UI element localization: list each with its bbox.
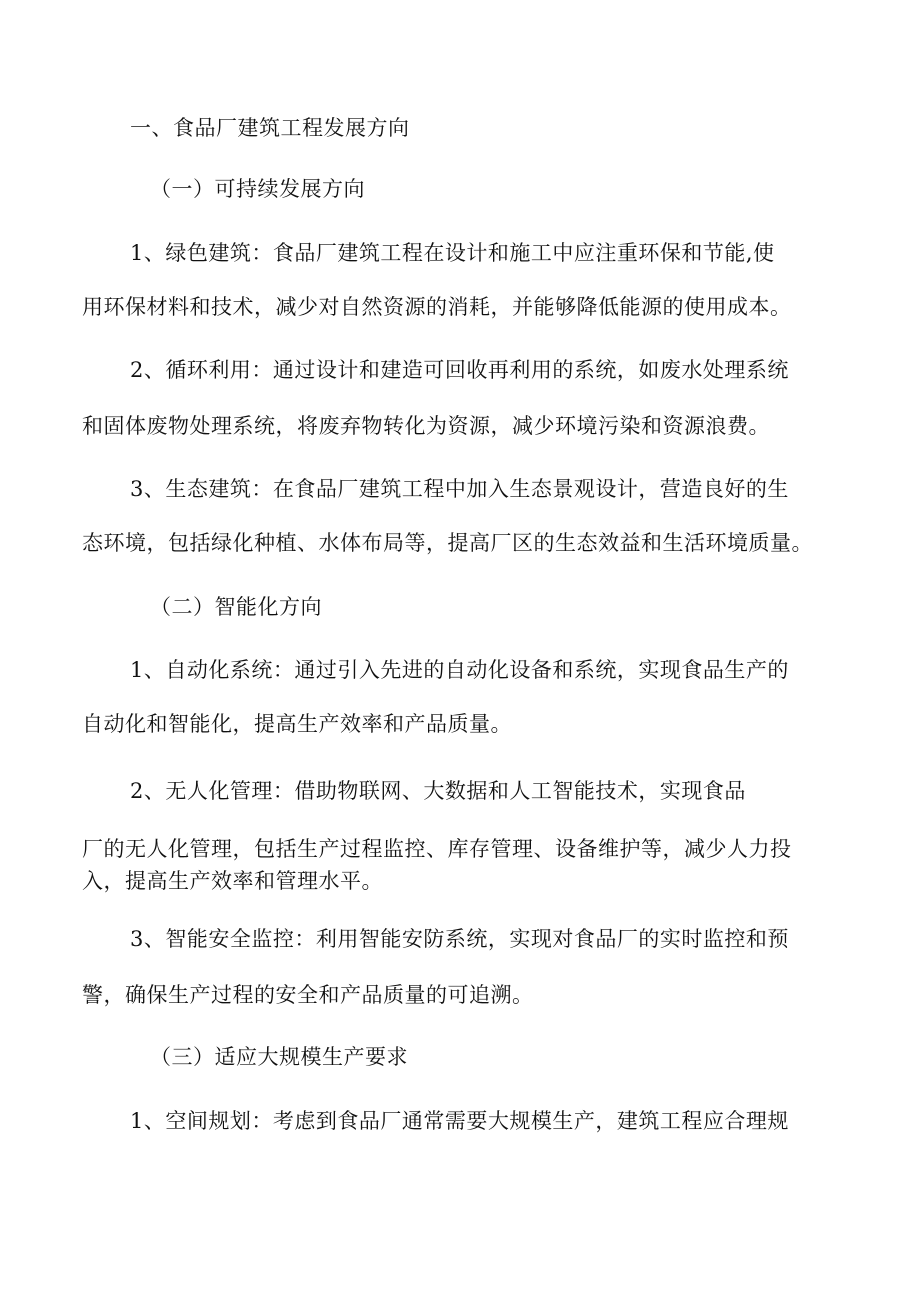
paragraph-recycling-line2: 和固体废物处理系统，将废弃物转化为资源，减少环境污染和资源浪费。 (82, 414, 770, 438)
section-heading-sustainable: （一）可持续发展方向 (150, 177, 365, 201)
main-heading: 一、食品厂建筑工程发展方向 (130, 116, 410, 140)
paragraph-safety-monitor-line1: 3、智能安全监控：利用智能安防系统，实现对食品厂的实时监控和预 (130, 927, 789, 951)
paragraph-unmanned-line3: 入，提高生产效率和管理水平。 (82, 869, 383, 893)
paragraph-automation-line1: 1、自动化系统：通过引入先进的自动化设备和系统，实现食品生产的 (130, 658, 789, 682)
paragraph-green-building-line1: 1、绿色建筑：食品厂建筑工程在设计和施工中应注重环保和节能,使 (130, 241, 775, 265)
paragraph-unmanned-line2: 厂的无人化管理，包括生产过程监控、库存管理、设备维护等，减少人力投 (82, 837, 792, 861)
paragraph-green-building-line2: 用环保材料和技术，减少对自然资源的消耗，并能够降低能源的使用成本。 (82, 295, 792, 319)
paragraph-space-planning-line1: 1、空间规划：考虑到食品厂通常需要大规模生产，建筑工程应合理规 (130, 1109, 789, 1133)
paragraph-automation-line2: 自动化和智能化，提高生产效率和产品质量。 (82, 712, 512, 736)
paragraph-unmanned-line1: 2、无人化管理：借助物联网、大数据和人工智能技术，实现食品 (130, 779, 746, 803)
paragraph-eco-building-line1: 3、生态建筑：在食品厂建筑工程中加入生态景观设计，营造良好的生 (130, 477, 789, 501)
paragraph-eco-building-line2: 态环境，包括绿化种植、水体布局等，提高厂区的生态效益和生活环境质量。 (82, 531, 813, 555)
section-heading-intelligent: （二）智能化方向 (150, 595, 322, 619)
paragraph-recycling-line1: 2、循环利用：通过设计和建造可回收再利用的系统，如废水处理系统 (130, 358, 789, 382)
paragraph-safety-monitor-line2: 警，确保生产过程的安全和产品质量的可追溯。 (82, 983, 534, 1007)
section-heading-large-scale: （三）适应大规模生产要求 (150, 1045, 408, 1069)
